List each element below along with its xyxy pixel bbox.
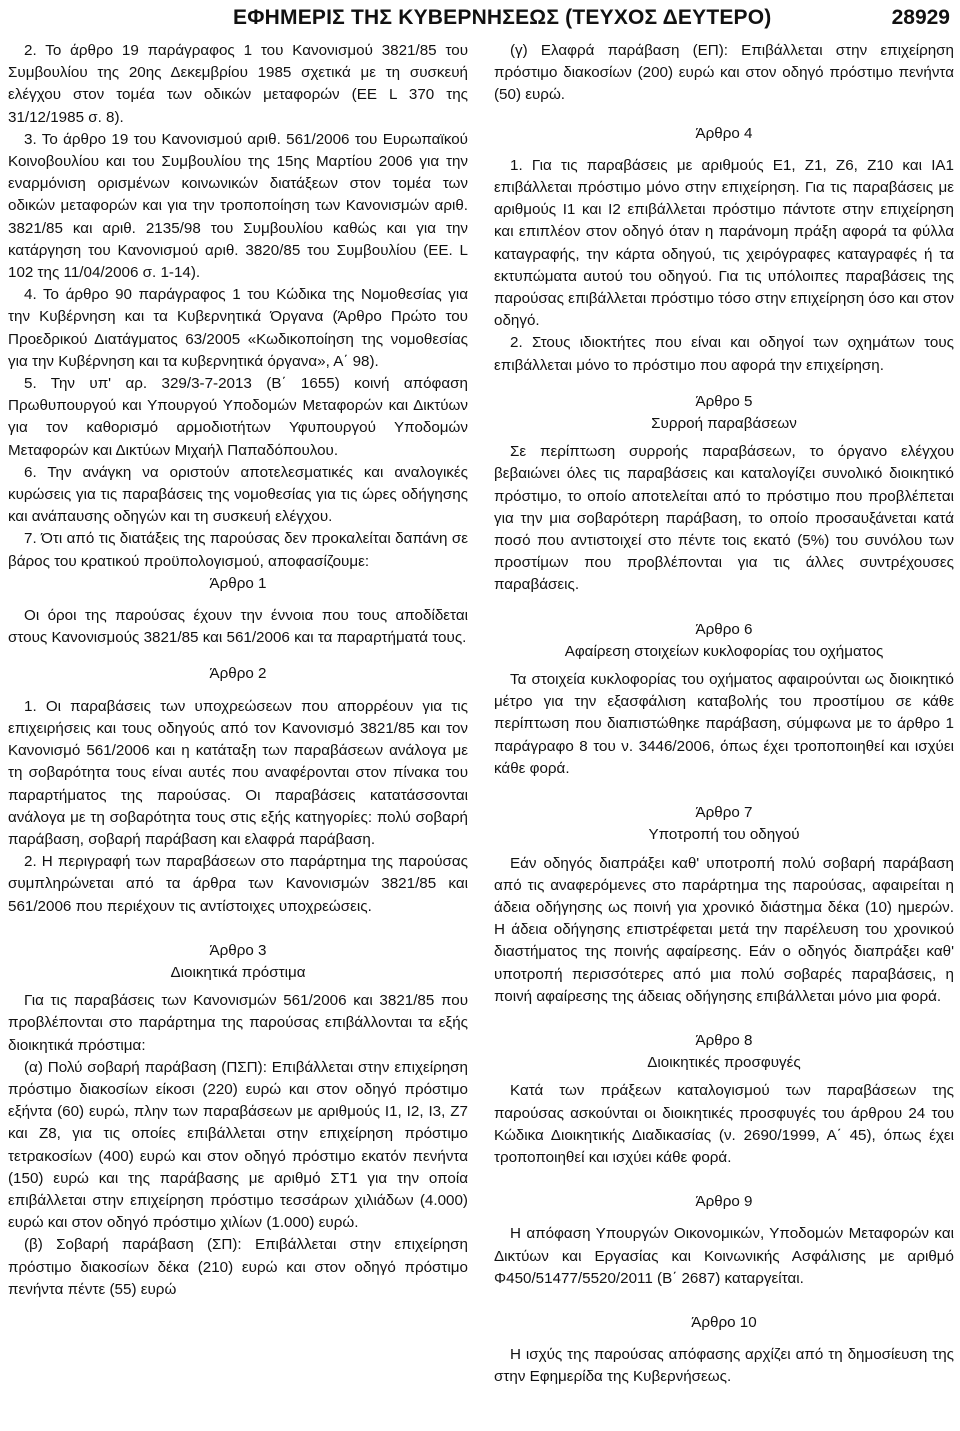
article-4-title: Άρθρο 4 [695, 124, 753, 142]
article-9-text: Η απόφαση Υπουργών Οικονομικών, Υποδομών Μεταφορών και Δικτύων και Εργασίας και Κοινωνικής Ασφάλισης με αριθμό Φ450/51477/5520/2011 (Β΄ 2687) καταργείται. [494, 1225, 954, 1287]
article-2-para-2: 2. Η περιγραφή των παραβάσεων στο παράρτημα της παρούσας συμπληρώνεται από τα άρθρα των Κανονισμών 3821/85 και 561/2006 που περιέχουν τις αντίστοιχες υποχρεώσεις. [8, 853, 468, 915]
recital-5: 5. Την υπ' αρ. 329/3-7-2013 (Β΄ 1655) κοινή απόφαση Πρωθυπουργού και Υπουργού Υποδομών Μεταφορών και Δικτύων για τον καθορισμό αρμοδιοτήτων Υφυπουργού Υποδομών Μεταφορών και Δικτύων Μιχαήλ Παπαδόπουλου. [8, 375, 468, 459]
recital-2: 2. Το άρθρο 19 παράγραφος 1 του Κανονισμού 3821/85 του Συμβουλίου της 20ης Δεκεμβρίου 1985 σχετικά με τη συσκευή ελέγχου στον τομέα των οδικών μεταφορών (ΕΕ L 370 της 31/12/1985 σ. 8). [8, 42, 468, 126]
article-5-title: Άρθρο 5 [695, 392, 753, 410]
article-5-text: Σε περίπτωση συρροής παραβάσεων, το όργανο ελέγχου βεβαιώνει όλες τις παραβάσεις και καταλογίζει συνολικό διοικητικό πρόστιμο, το οποίο αποτελείται από το πρόστιμο που προβλέπεται για την μια σοβαρότερη παράβαση, το οποίο προσαυξάνεται κατά ποσό που αντιστοιχεί στο πέντε τοις εκατό (5%) του συνόλου των προστίμων που προβλέπονται για τις άλλες συντρέχουσες παραβάσεις. [494, 443, 954, 594]
recital-3: 3. Το άρθρο 19 του Κανονισμού αριθ. 561/2006 του Ευρωπαϊκού Κοινοβουλίου και του Συμβουλίου της 15ης Μαρτίου 2006 για την εναρμόνιση ορισμένων κοινωνικών διατάξεων στον τομέα των οδικών μεταφορών και για την τροποποίηση των Κανονισμών αριθ. 3821/85 και αριθ. 2135/98 του Συμβουλίου καθώς και για την κατάργηση του Κανονισμού αριθ. 3820/85 του Συμβουλίου (ΕΕ. L 102 της 11/04/2006 σ. 1-14). [8, 130, 468, 282]
article-1-text: Οι όροι της παρούσας έχουν την έννοια που τους αποδίδεται στους Κανονισμούς 3821/85 και 561/2006 και τα παραρτήματά τους. [8, 607, 468, 647]
article-2-title: Άρθρο 2 [209, 665, 267, 683]
article-10-text: Η ισχύς της παρούσας απόφασης αρχίζει από τη δημοσίευση της στην Εφημερίδα της Κυβερνήσεως. [494, 1346, 954, 1386]
article-7-subtitle: Υποτροπή του οδηγού [648, 826, 800, 844]
article-3-intro: Για τις παραβάσεις των Κανονισμών 561/2006 και 3821/85 που προβλέπονται στο παράρτημα της παρούσας επιβάλλονται τα εξής διοικητικά πρόστιμα: [8, 992, 468, 1054]
article-3-title: Άρθρο 3 [209, 941, 267, 959]
left-column [8, 40, 468, 1301]
gazette-title: ΕΦΗΜΕΡΙΣ ΤΗΣ ΚΥΒΕΡΝΗΣΕΩΣ (ΤΕΥΧΟΣ ΔΕΥΤΕΡΟ) [233, 6, 772, 29]
recital-6: 6. Την ανάγκη να οριστούν αποτελεσματικές και αναλογικές κυρώσεις για τις παραβάσεις της νομοθεσίας για τις ώρες οδήγησης και ανάπαυσης οδηγών και τη συσκευή ελέγχου. [8, 463, 468, 526]
article-3-subtitle: Διοικητικά πρόστιμα [170, 963, 306, 981]
article-2-para-1: 1. Οι παραβάσεις των υποχρεώσεων που απορρέουν για τις επιχειρήσεις και τους οδηγούς από τον Κανονισμό 3821/85 και τον Κανονισμό 561/2006 και η κατάταξη των παραβάσεων ανάλογα με τη σοβαρότητα τους είναι αυτές που αναφέρονται στον πίνακα του παραρτήματος της παρούσας. Οι παραβάσεις κατατάσσονται ανάλογα με τη σοβαρότητα τους στις εξής κατηγορίες: πολύ σοβαρή παράβαση, σοβαρή παράβαση και ελαφρά παράβαση. [8, 697, 468, 848]
article-5-subtitle: Συρροή παραβάσεων [651, 415, 797, 433]
article-4-para-2: 2. Στους ιδιοκτήτες που είναι και οδηγοί των οχημάτων τους επιβάλλεται μόνο το πρόστιμο που αφορά την επιχείρηση. [494, 334, 954, 374]
recital-7: 7. Ότι από τις διατάξεις της παρούσας δεν προκαλείται δαπάνη σε βάρος του κρατικού προϋπολογισμού, αποφασίζουμε: [8, 530, 468, 570]
article-3-item-a: (α) Πολύ σοβαρή παράβαση (ΠΣΠ): Επιβάλλεται στην επιχείρηση πρόστιμο διακοσίων είκοσι (220) ευρώ και στον οδηγό πρόστιμο εξήντα (60) ευρώ, πλην των παραβάσεων με αριθμούς Ι1, Ι2, Ι3, Ζ7 και Ζ8, για τις οποίες επιβάλλεται στην επιχείρηση πρόστιμο τετρακοσίων (400) ευρώ και στον οδηγό πρόστιμο εκατόν πενήντα (150) ευρώ και της παράβασης με αριθμό ΣΤ1 για την οποία επιβάλλεται στην επιχείρηση πρόστιμο τεσσάρων χιλιάδων (4.000) ευρώ και στον οδηγό πρόστιμο χιλίων (1.000) ευρώ. [8, 1058, 468, 1232]
article-6-text: Τα στοιχεία κυκλοφορίας του οχήματος αφαιρούνται ως διοικητικό μέτρο για την εξασφάλιση καταβολής του προστίμου σε κάθε περίπτωση που διαπιστώθηκε παράβαση, σύμφωνα με το άρθρο 1 παράγραφο 8 του ν. 3446/2006, όπως έχει τροποποιηθεί και ισχύει κάθε φορά. [494, 671, 954, 777]
article-7-title: Άρθρο 7 [695, 804, 753, 822]
article-7-text: Εάν οδηγός διαπράξει καθ' υποτροπή πολύ σοβαρή παράβαση από τις αναφερόμενες στο παράρτημα της παρούσας, αφαιρείται η άδεια οδήγησης ως ποινή για χρονικό διάστημα δέκα (10) ημερών. Η άδεια οδήγησης επιστρέφεται μετά την παρέλευση του χρονικού διαστήματος της ποινής αφαίρεσης. Εάν ο οδηγός διαπράξει καθ' υποτροπή περισσότερες από μια πολύ σοβαρές παραβάσεις, η ποινή αφαίρεσης της άδειας οδήγησης επιβάλλεται μόνο μια φορά. [494, 854, 954, 1005]
page-number: 28929 [891, 6, 950, 29]
article-3-item-b: (β) Σοβαρή παράβαση (ΣΠ): Επιβάλλεται στην επιχείρηση πρόστιμο διακοσίων δέκα (210) ευρώ και στον οδηγό πρόστιμο πενήντα πέντε (55) ευρώ [8, 1236, 468, 1298]
page-header [0, 0, 960, 34]
article-6-subtitle: Αφαίρεση στοιχείων κυκλοφορίας του οχήματος [564, 642, 884, 660]
recital-4: 4. Το άρθρο 90 παράγραφος 1 του Κώδικα της Νομοθεσίας για την Κυβέρνηση και τα Κυβερνητικά Όργανα (Άρθρο Πρώτο του Προεδρικού Διατάγματος 63/2005 «Κωδικοποίηση της νομοθεσίας για την Κυβέρνηση και τα κυβερνητικά όργανα», Α΄ 98). [8, 286, 468, 370]
article-8-title: Άρθρο 8 [695, 1031, 753, 1049]
right-column [494, 40, 954, 1389]
article-8-subtitle: Διοικητικές προσφυγές [647, 1054, 801, 1072]
article-10-title: Άρθρο 10 [691, 1313, 757, 1331]
article-1-title: Άρθρο 1 [209, 574, 267, 592]
article-8-text: Κατά των πράξεων καταλογισμού των παραβάσεων της παρούσας ασκούνται οι διοικητικές προσφυγές του άρθρου 24 του Κώδικα Διοικητικής Διαδικασίας (ν. 2690/1999, Α΄ 45), όπως έχει τροποποιηθεί και ισχύει κάθε φορά. [494, 1082, 954, 1166]
article-3-item-c: (γ) Ελαφρά παράβαση (ΕΠ): Επιβάλλεται στην επιχείρηση πρόστιμο διακοσίων (200) ευρώ και στον οδηγό πρόστιμο πενήντα (50) ευρώ. [494, 42, 954, 104]
article-4-para-1: 1. Για τις παραβάσεις με αριθμούς Ε1, Ζ1, Ζ6, Ζ10 και ΙΑ1 επιβάλλεται πρόστιμο μόνο στην επιχείρηση. Για τις παραβάσεις με αριθμούς Ι1 και Ι2 επιβάλλεται πρόστιμο πάντοτε στην επιχείρηση και επιπλέον στον οδηγό όταν η παράνομη πράξη αφορά τα φύλλα καταγραφής, την κάρτα οδηγού, τις χειρόγραφες καταγραφές ή τα εκτυπώματα αυτού του οδηγού. Για τις υπόλοιπες παραβάσεις της παρούσας επιβάλλεται πρόστιμο τόσο στην επιχείρηση όσο και στον οδηγό. [494, 156, 954, 330]
article-9-title: Άρθρο 9 [695, 1193, 753, 1211]
article-6-title: Άρθρο 6 [695, 620, 753, 638]
